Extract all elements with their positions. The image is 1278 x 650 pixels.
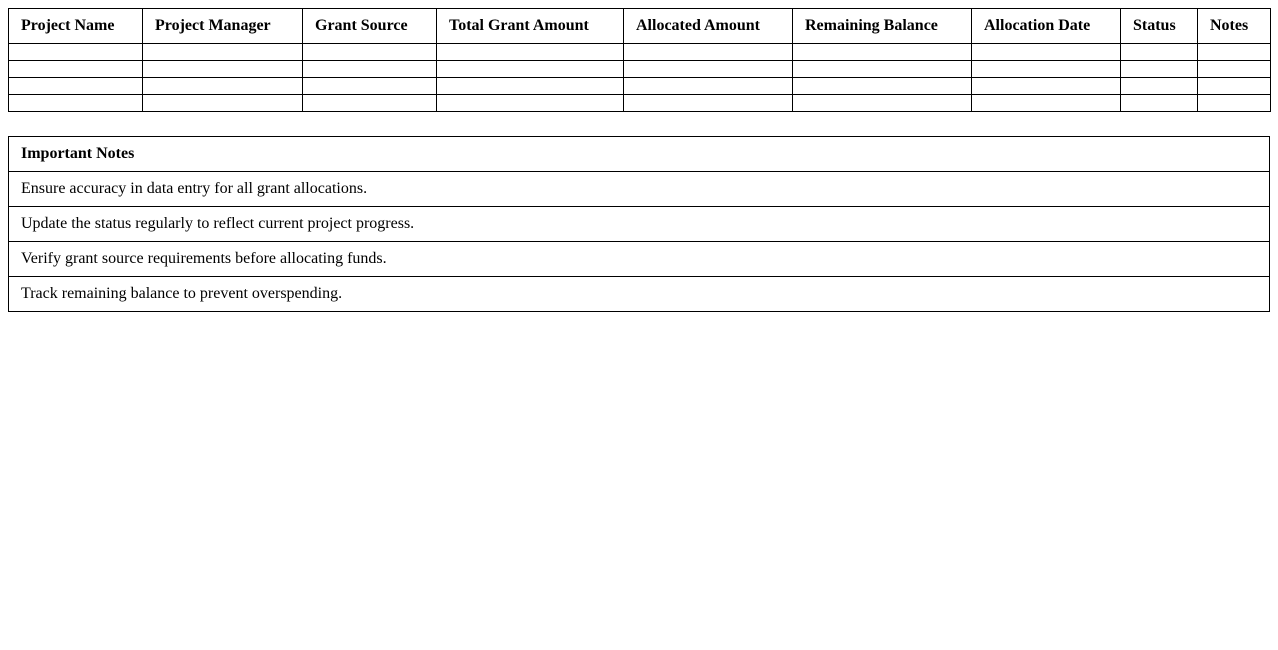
table-cell <box>624 95 793 112</box>
table-cell <box>9 95 143 112</box>
table-row <box>9 78 1271 95</box>
table-cell <box>143 61 303 78</box>
table-cell <box>1198 44 1271 61</box>
table-cell <box>624 78 793 95</box>
list-item <box>9 277 1270 312</box>
table-cell <box>143 95 303 112</box>
column-header-total-grant-amount: Total Grant Amount <box>437 9 624 44</box>
table-cell <box>793 61 972 78</box>
list-item <box>9 242 1270 277</box>
table-cell <box>793 78 972 95</box>
important-notes-table <box>8 136 1270 312</box>
table-cell <box>9 78 143 95</box>
table-cell <box>1198 95 1271 112</box>
table-row <box>9 61 1271 78</box>
column-header-grant-source: Grant Source <box>303 9 437 44</box>
table-cell <box>1121 44 1198 61</box>
table-row <box>9 95 1271 112</box>
column-header-allocated-amount: Allocated Amount <box>624 9 793 44</box>
table-cell <box>1121 61 1198 78</box>
table-cell <box>303 44 437 61</box>
table-cell <box>1198 78 1271 95</box>
column-header-remaining-balance: Remaining Balance <box>793 9 972 44</box>
notes-header-row <box>9 137 1270 172</box>
table-cell <box>793 95 972 112</box>
table-cell <box>437 78 624 95</box>
table-cell <box>1121 78 1198 95</box>
table-cell <box>624 44 793 61</box>
note-item: Track remaining balance to prevent overspending. <box>9 277 1270 312</box>
list-item <box>9 172 1270 207</box>
table-cell <box>624 61 793 78</box>
note-item: Update the status regularly to reflect current project progress. <box>9 207 1270 242</box>
column-header-allocation-date: Allocation Date <box>972 9 1121 44</box>
note-item: Ensure accuracy in data entry for all grant allocations. <box>9 172 1270 207</box>
note-item: Verify grant source requirements before allocating funds. <box>9 242 1270 277</box>
important-notes-title: Important Notes <box>9 137 1270 172</box>
table-cell <box>143 44 303 61</box>
table-cell <box>972 61 1121 78</box>
table-cell <box>972 44 1121 61</box>
table-cell <box>143 78 303 95</box>
column-header-project-name: Project Name <box>9 9 143 44</box>
table-cell <box>1198 61 1271 78</box>
table-cell <box>9 44 143 61</box>
table-cell <box>303 61 437 78</box>
table-cell <box>437 44 624 61</box>
grant-allocation-table <box>8 8 1271 112</box>
list-item <box>9 207 1270 242</box>
table-cell <box>9 61 143 78</box>
column-header-project-manager: Project Manager <box>143 9 303 44</box>
table-cell <box>793 44 972 61</box>
page-content <box>8 8 1270 312</box>
column-header-notes: Notes <box>1198 9 1271 44</box>
table-cell <box>303 78 437 95</box>
table-cell <box>972 95 1121 112</box>
table-header-row <box>9 9 1271 44</box>
table-cell <box>303 95 437 112</box>
table-cell <box>437 61 624 78</box>
column-header-status: Status <box>1121 9 1198 44</box>
table-row <box>9 44 1271 61</box>
table-cell <box>1121 95 1198 112</box>
table-cell <box>972 78 1121 95</box>
table-cell <box>437 95 624 112</box>
